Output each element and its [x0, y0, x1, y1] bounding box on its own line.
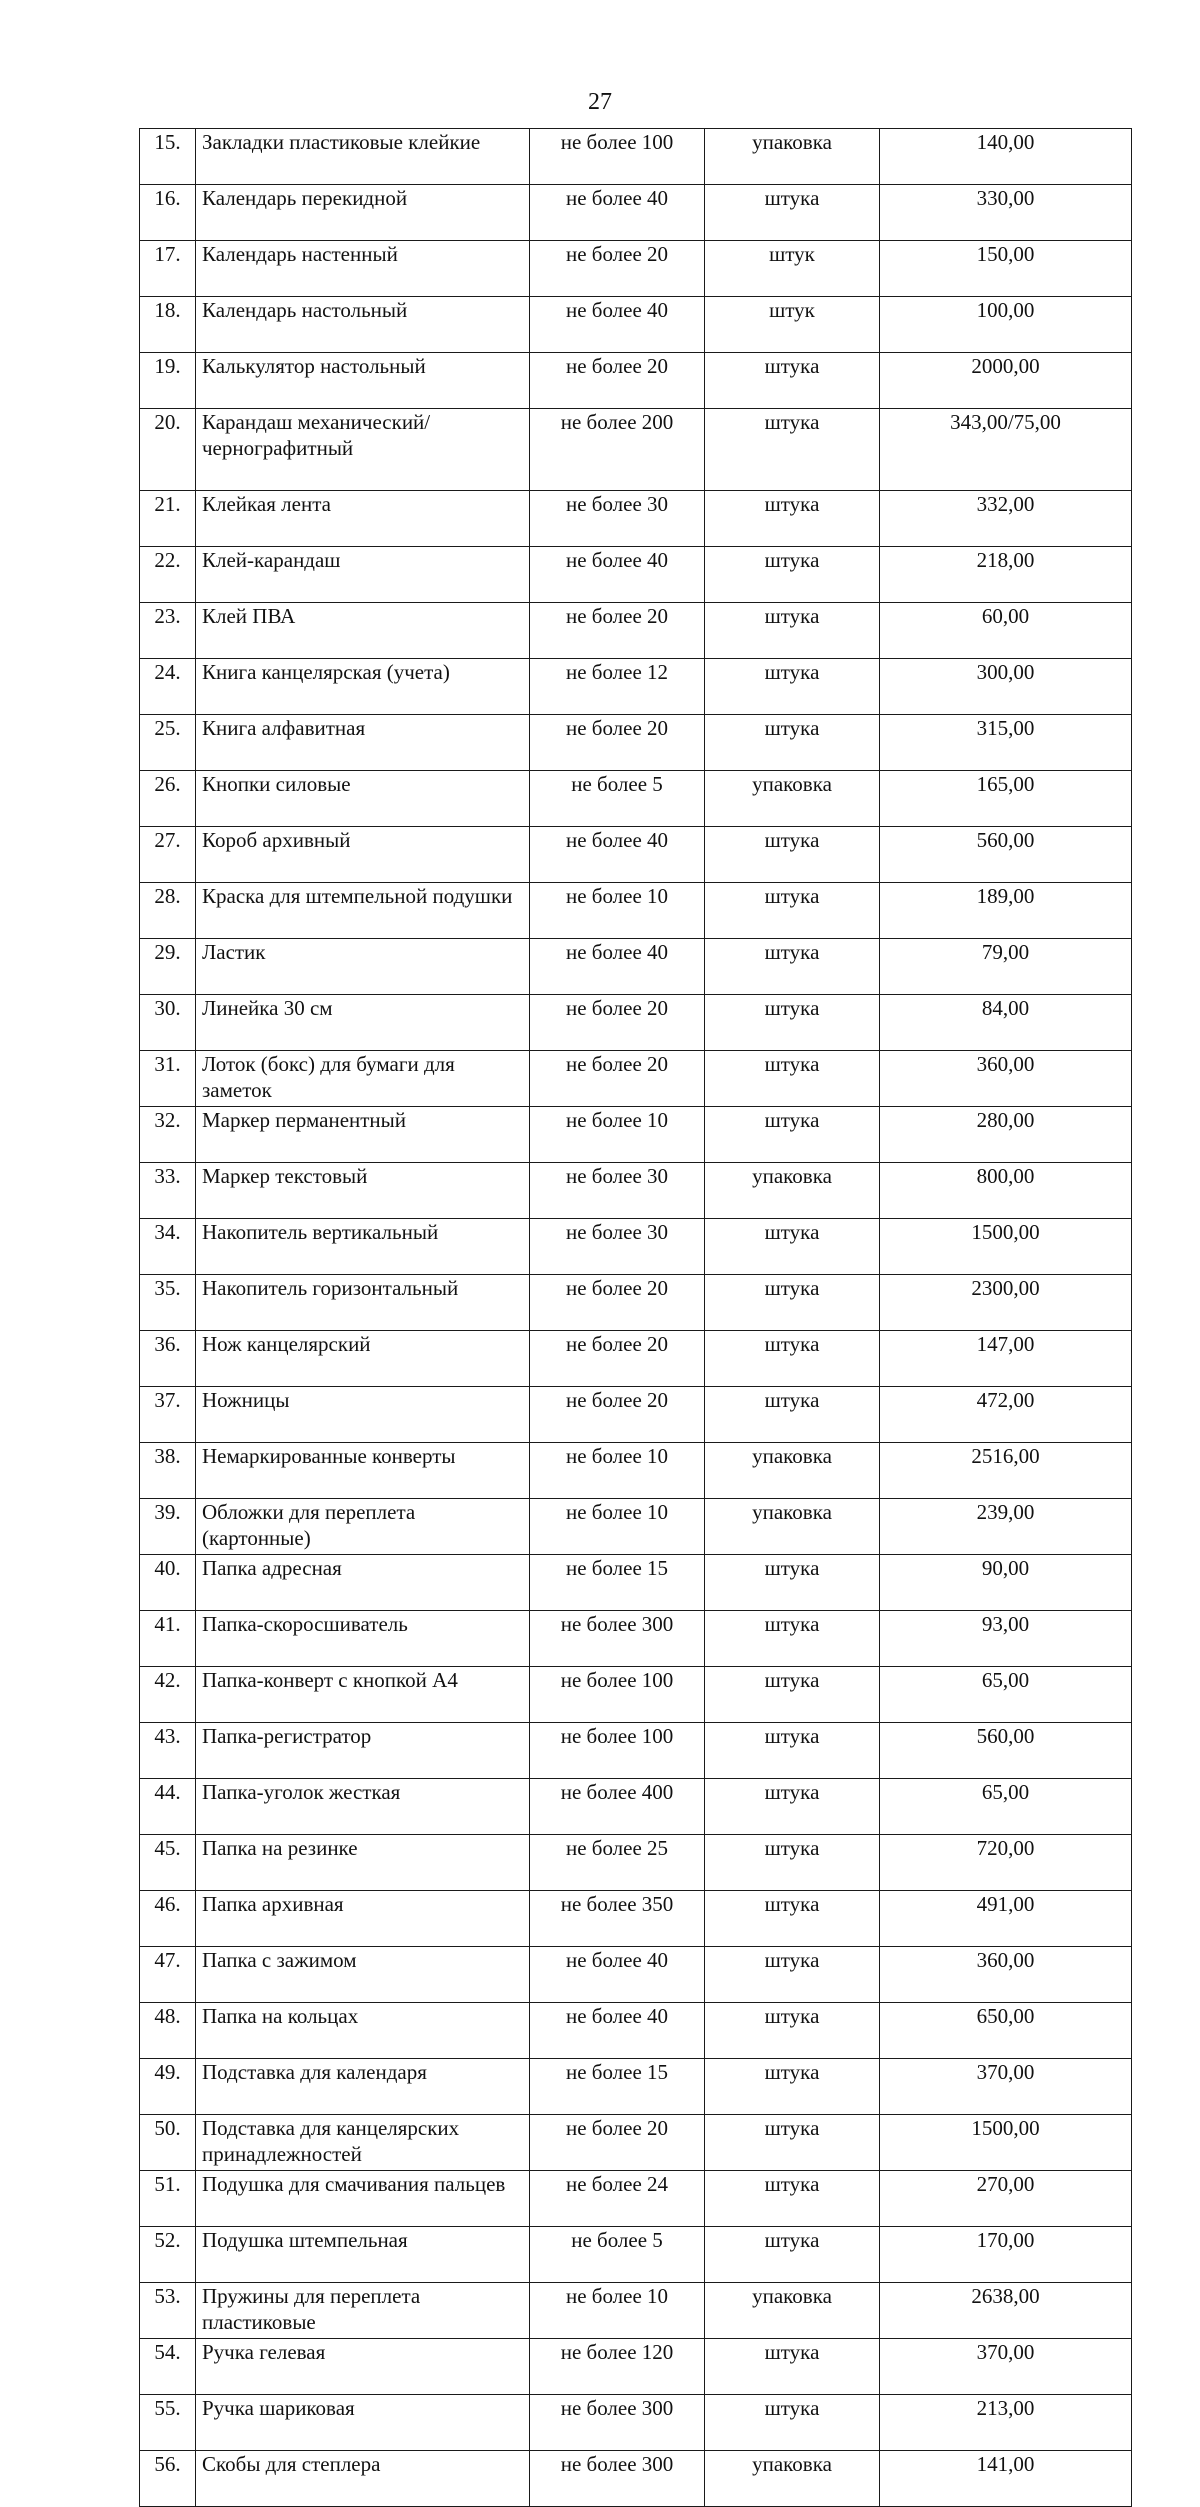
item-price: 330,00	[880, 185, 1132, 241]
item-name: Короб архивный	[196, 827, 530, 883]
item-unit: упаковка	[705, 1443, 880, 1499]
table-row	[140, 1779, 1132, 1835]
table-row	[140, 1667, 1132, 1723]
item-quantity: не более 30	[530, 1219, 705, 1275]
row-number: 45.	[140, 1835, 196, 1891]
table-row	[140, 2059, 1132, 2115]
table-row	[140, 1835, 1132, 1891]
item-price: 315,00	[880, 715, 1132, 771]
item-name: Папка архивная	[196, 1891, 530, 1947]
table-row	[140, 1555, 1132, 1611]
item-quantity: не более 40	[530, 1947, 705, 2003]
item-price: 65,00	[880, 1779, 1132, 1835]
item-unit: штука	[705, 1947, 880, 2003]
item-price: 360,00	[880, 1051, 1132, 1107]
table-row	[140, 297, 1132, 353]
item-quantity: не более 100	[530, 1667, 705, 1723]
item-name: Клейкая лента	[196, 491, 530, 547]
item-price: 332,00	[880, 491, 1132, 547]
item-name: Ластик	[196, 939, 530, 995]
table-row	[140, 353, 1132, 409]
table-row	[140, 491, 1132, 547]
table-row	[140, 995, 1132, 1051]
item-quantity: не более 15	[530, 2059, 705, 2115]
item-price: 150,00	[880, 241, 1132, 297]
item-price: 2300,00	[880, 1275, 1132, 1331]
item-price: 79,00	[880, 939, 1132, 995]
table-row	[140, 241, 1132, 297]
item-name: Папка на резинке	[196, 1835, 530, 1891]
table-row	[140, 2283, 1132, 2339]
item-name: Папка на кольцах	[196, 2003, 530, 2059]
item-unit: штука	[705, 1779, 880, 1835]
item-name: Подставка для календаря	[196, 2059, 530, 2115]
item-unit: штука	[705, 1723, 880, 1779]
item-unit: штука	[705, 2059, 880, 2115]
item-name: Калькулятор настольный	[196, 353, 530, 409]
table-row	[140, 2115, 1132, 2171]
table-row	[140, 883, 1132, 939]
item-unit: штука	[705, 1331, 880, 1387]
item-price: 650,00	[880, 2003, 1132, 2059]
item-unit: штук	[705, 297, 880, 353]
row-number: 41.	[140, 1611, 196, 1667]
row-number: 27.	[140, 827, 196, 883]
row-number: 29.	[140, 939, 196, 995]
item-unit: штука	[705, 1555, 880, 1611]
item-quantity: не более 5	[530, 2227, 705, 2283]
item-price: 140,00	[880, 129, 1132, 185]
table-row	[140, 1443, 1132, 1499]
item-quantity: не более 300	[530, 1611, 705, 1667]
item-name: Ручка шариковая	[196, 2395, 530, 2451]
table-row	[140, 659, 1132, 715]
item-unit: упаковка	[705, 129, 880, 185]
item-unit: упаковка	[705, 2283, 880, 2339]
item-name: Ножницы	[196, 1387, 530, 1443]
item-quantity: не более 5	[530, 771, 705, 827]
item-quantity: не более 40	[530, 939, 705, 995]
item-price: 720,00	[880, 1835, 1132, 1891]
item-quantity: не более 10	[530, 1107, 705, 1163]
table-row	[140, 2003, 1132, 2059]
item-unit: упаковка	[705, 2451, 880, 2507]
item-quantity: не более 10	[530, 1443, 705, 1499]
item-price: 300,00	[880, 659, 1132, 715]
item-price: 370,00	[880, 2339, 1132, 2395]
table-row	[140, 715, 1132, 771]
row-number: 52.	[140, 2227, 196, 2283]
item-quantity: не более 300	[530, 2395, 705, 2451]
row-number: 56.	[140, 2451, 196, 2507]
item-unit: штука	[705, 827, 880, 883]
item-unit: штука	[705, 715, 880, 771]
row-number: 34.	[140, 1219, 196, 1275]
item-unit: штука	[705, 659, 880, 715]
item-price: 90,00	[880, 1555, 1132, 1611]
item-quantity: не более 350	[530, 1891, 705, 1947]
item-unit: штука	[705, 2003, 880, 2059]
table-row	[140, 1107, 1132, 1163]
item-name: Обложки для переплета (картонные)	[196, 1499, 530, 1555]
item-price: 1500,00	[880, 1219, 1132, 1275]
item-unit: штука	[705, 2171, 880, 2227]
table-row	[140, 939, 1132, 995]
table-row	[140, 1891, 1132, 1947]
item-name: Карандаш механический/чернографитный	[196, 409, 530, 491]
item-price: 800,00	[880, 1163, 1132, 1219]
item-price: 239,00	[880, 1499, 1132, 1555]
item-unit: штука	[705, 939, 880, 995]
table-row	[140, 1387, 1132, 1443]
table-row	[140, 1947, 1132, 2003]
item-quantity: не более 40	[530, 2003, 705, 2059]
table-row	[140, 771, 1132, 827]
item-unit: штука	[705, 491, 880, 547]
item-price: 60,00	[880, 603, 1132, 659]
item-unit: штука	[705, 2339, 880, 2395]
row-number: 24.	[140, 659, 196, 715]
table-row	[140, 1051, 1132, 1107]
row-number: 53.	[140, 2283, 196, 2339]
item-unit: штука	[705, 883, 880, 939]
row-number: 40.	[140, 1555, 196, 1611]
row-number: 31.	[140, 1051, 196, 1107]
table-row	[140, 185, 1132, 241]
item-unit: штука	[705, 1107, 880, 1163]
item-name: Книга канцелярская (учета)	[196, 659, 530, 715]
item-quantity: не более 100	[530, 1723, 705, 1779]
item-quantity: не более 40	[530, 185, 705, 241]
item-price: 2516,00	[880, 1443, 1132, 1499]
table-row	[140, 1499, 1132, 1555]
row-number: 30.	[140, 995, 196, 1051]
row-number: 48.	[140, 2003, 196, 2059]
item-unit: штука	[705, 995, 880, 1051]
row-number: 15.	[140, 129, 196, 185]
item-unit: упаковка	[705, 1499, 880, 1555]
table-row	[140, 1163, 1132, 1219]
item-price: 189,00	[880, 883, 1132, 939]
item-name: Папка-скоросшиватель	[196, 1611, 530, 1667]
item-quantity: не более 20	[530, 1051, 705, 1107]
row-number: 20.	[140, 409, 196, 491]
row-number: 49.	[140, 2059, 196, 2115]
row-number: 19.	[140, 353, 196, 409]
item-price: 65,00	[880, 1667, 1132, 1723]
item-unit: штук	[705, 241, 880, 297]
table-row	[140, 1275, 1132, 1331]
table-row	[140, 409, 1132, 491]
item-quantity: не более 25	[530, 1835, 705, 1891]
table-row	[140, 1611, 1132, 1667]
item-name: Нож канцелярский	[196, 1331, 530, 1387]
item-unit: штука	[705, 1275, 880, 1331]
item-price: 147,00	[880, 1331, 1132, 1387]
item-quantity: не более 12	[530, 659, 705, 715]
table-row	[140, 547, 1132, 603]
item-unit: штука	[705, 2227, 880, 2283]
item-quantity: не более 20	[530, 603, 705, 659]
row-number: 36.	[140, 1331, 196, 1387]
row-number: 54.	[140, 2339, 196, 2395]
item-price: 84,00	[880, 995, 1132, 1051]
item-unit: штука	[705, 603, 880, 659]
row-number: 37.	[140, 1387, 196, 1443]
item-name: Кнопки силовые	[196, 771, 530, 827]
items-table-body	[140, 129, 1132, 2507]
item-name: Подушка штемпельная	[196, 2227, 530, 2283]
item-price: 2000,00	[880, 353, 1132, 409]
item-name: Линейка 30 см	[196, 995, 530, 1051]
row-number: 43.	[140, 1723, 196, 1779]
item-quantity: не более 10	[530, 883, 705, 939]
table-row	[140, 2171, 1132, 2227]
row-number: 18.	[140, 297, 196, 353]
table-row	[140, 2395, 1132, 2451]
row-number: 51.	[140, 2171, 196, 2227]
item-quantity: не более 20	[530, 1387, 705, 1443]
item-quantity: не более 30	[530, 1163, 705, 1219]
item-quantity: не более 15	[530, 1555, 705, 1611]
item-name: Пружины для переплета пластиковые	[196, 2283, 530, 2339]
item-quantity: не более 100	[530, 129, 705, 185]
item-quantity: не более 20	[530, 1331, 705, 1387]
table-row	[140, 129, 1132, 185]
item-quantity: не более 120	[530, 2339, 705, 2395]
row-number: 42.	[140, 1667, 196, 1723]
item-name: Лоток (бокс) для бумаги для заметок	[196, 1051, 530, 1107]
item-quantity: не более 20	[530, 241, 705, 297]
item-quantity: не более 20	[530, 995, 705, 1051]
row-number: 44.	[140, 1779, 196, 1835]
item-unit: штука	[705, 1387, 880, 1443]
item-name: Календарь настенный	[196, 241, 530, 297]
item-name: Папка-уголок жесткая	[196, 1779, 530, 1835]
item-quantity: не более 10	[530, 2283, 705, 2339]
item-price: 165,00	[880, 771, 1132, 827]
table-row	[140, 1331, 1132, 1387]
item-quantity: не более 40	[530, 547, 705, 603]
item-price: 343,00/75,00	[880, 409, 1132, 491]
table-row	[140, 2451, 1132, 2507]
row-number: 28.	[140, 883, 196, 939]
item-quantity: не более 10	[530, 1499, 705, 1555]
row-number: 25.	[140, 715, 196, 771]
row-number: 17.	[140, 241, 196, 297]
row-number: 55.	[140, 2395, 196, 2451]
item-name: Закладки пластиковые клейкие	[196, 129, 530, 185]
item-name: Краска для штемпельной подушки	[196, 883, 530, 939]
item-name: Папка-регистратор	[196, 1723, 530, 1779]
item-quantity: не более 400	[530, 1779, 705, 1835]
row-number: 23.	[140, 603, 196, 659]
item-price: 280,00	[880, 1107, 1132, 1163]
row-number: 16.	[140, 185, 196, 241]
row-number: 47.	[140, 1947, 196, 2003]
item-unit: штука	[705, 2115, 880, 2171]
item-name: Папка-конверт с кнопкой А4	[196, 1667, 530, 1723]
item-unit: штука	[705, 185, 880, 241]
page-number: 27	[588, 89, 612, 115]
item-name: Календарь перекидной	[196, 185, 530, 241]
item-quantity: не более 20	[530, 1275, 705, 1331]
item-price: 1500,00	[880, 2115, 1132, 2171]
item-quantity: не более 20	[530, 2115, 705, 2171]
item-unit: штука	[705, 547, 880, 603]
item-unit: штука	[705, 1891, 880, 1947]
item-price: 170,00	[880, 2227, 1132, 2283]
item-name: Накопитель вертикальный	[196, 1219, 530, 1275]
table-row	[140, 2339, 1132, 2395]
item-unit: штука	[705, 409, 880, 491]
row-number: 50.	[140, 2115, 196, 2171]
item-unit: штука	[705, 1219, 880, 1275]
item-price: 2638,00	[880, 2283, 1132, 2339]
item-name: Скобы для степлера	[196, 2451, 530, 2507]
item-name: Календарь настольный	[196, 297, 530, 353]
table-row	[140, 827, 1132, 883]
row-number: 33.	[140, 1163, 196, 1219]
item-unit: штука	[705, 1667, 880, 1723]
row-number: 35.	[140, 1275, 196, 1331]
item-quantity: не более 30	[530, 491, 705, 547]
item-unit: штука	[705, 1051, 880, 1107]
item-name: Маркер текстовый	[196, 1163, 530, 1219]
item-name: Книга алфавитная	[196, 715, 530, 771]
row-number: 21.	[140, 491, 196, 547]
row-number: 46.	[140, 1891, 196, 1947]
item-unit: упаковка	[705, 1163, 880, 1219]
item-name: Маркер перманентный	[196, 1107, 530, 1163]
item-quantity: не более 20	[530, 353, 705, 409]
item-price: 93,00	[880, 1611, 1132, 1667]
item-unit: упаковка	[705, 771, 880, 827]
item-quantity: не более 300	[530, 2451, 705, 2507]
table-row	[140, 2227, 1132, 2283]
item-price: 100,00	[880, 297, 1132, 353]
item-price: 141,00	[880, 2451, 1132, 2507]
item-name: Подставка для канцелярских принадлежностей	[196, 2115, 530, 2171]
item-price: 370,00	[880, 2059, 1132, 2115]
item-name: Ручка гелевая	[196, 2339, 530, 2395]
item-name: Накопитель горизонтальный	[196, 1275, 530, 1331]
item-unit: штука	[705, 2395, 880, 2451]
item-price: 213,00	[880, 2395, 1132, 2451]
item-price: 560,00	[880, 827, 1132, 883]
item-quantity: не более 20	[530, 715, 705, 771]
item-quantity: не более 200	[530, 409, 705, 491]
row-number: 38.	[140, 1443, 196, 1499]
items-table	[139, 128, 1132, 2507]
item-unit: штука	[705, 1611, 880, 1667]
table-row	[140, 603, 1132, 659]
table-row	[140, 1723, 1132, 1779]
item-price: 270,00	[880, 2171, 1132, 2227]
row-number: 26.	[140, 771, 196, 827]
item-price: 560,00	[880, 1723, 1132, 1779]
item-price: 218,00	[880, 547, 1132, 603]
item-name: Подушка для смачивания пальцев	[196, 2171, 530, 2227]
row-number: 32.	[140, 1107, 196, 1163]
item-name: Клей-карандаш	[196, 547, 530, 603]
item-price: 360,00	[880, 1947, 1132, 2003]
item-name: Клей ПВА	[196, 603, 530, 659]
item-name: Папка с зажимом	[196, 1947, 530, 2003]
item-unit: штука	[705, 1835, 880, 1891]
item-price: 472,00	[880, 1387, 1132, 1443]
item-quantity: не более 40	[530, 827, 705, 883]
table-row	[140, 1219, 1132, 1275]
item-unit: штука	[705, 353, 880, 409]
item-quantity: не более 24	[530, 2171, 705, 2227]
item-price: 491,00	[880, 1891, 1132, 1947]
row-number: 22.	[140, 547, 196, 603]
item-name: Немаркированные конверты	[196, 1443, 530, 1499]
item-name: Папка адресная	[196, 1555, 530, 1611]
item-quantity: не более 40	[530, 297, 705, 353]
row-number: 39.	[140, 1499, 196, 1555]
